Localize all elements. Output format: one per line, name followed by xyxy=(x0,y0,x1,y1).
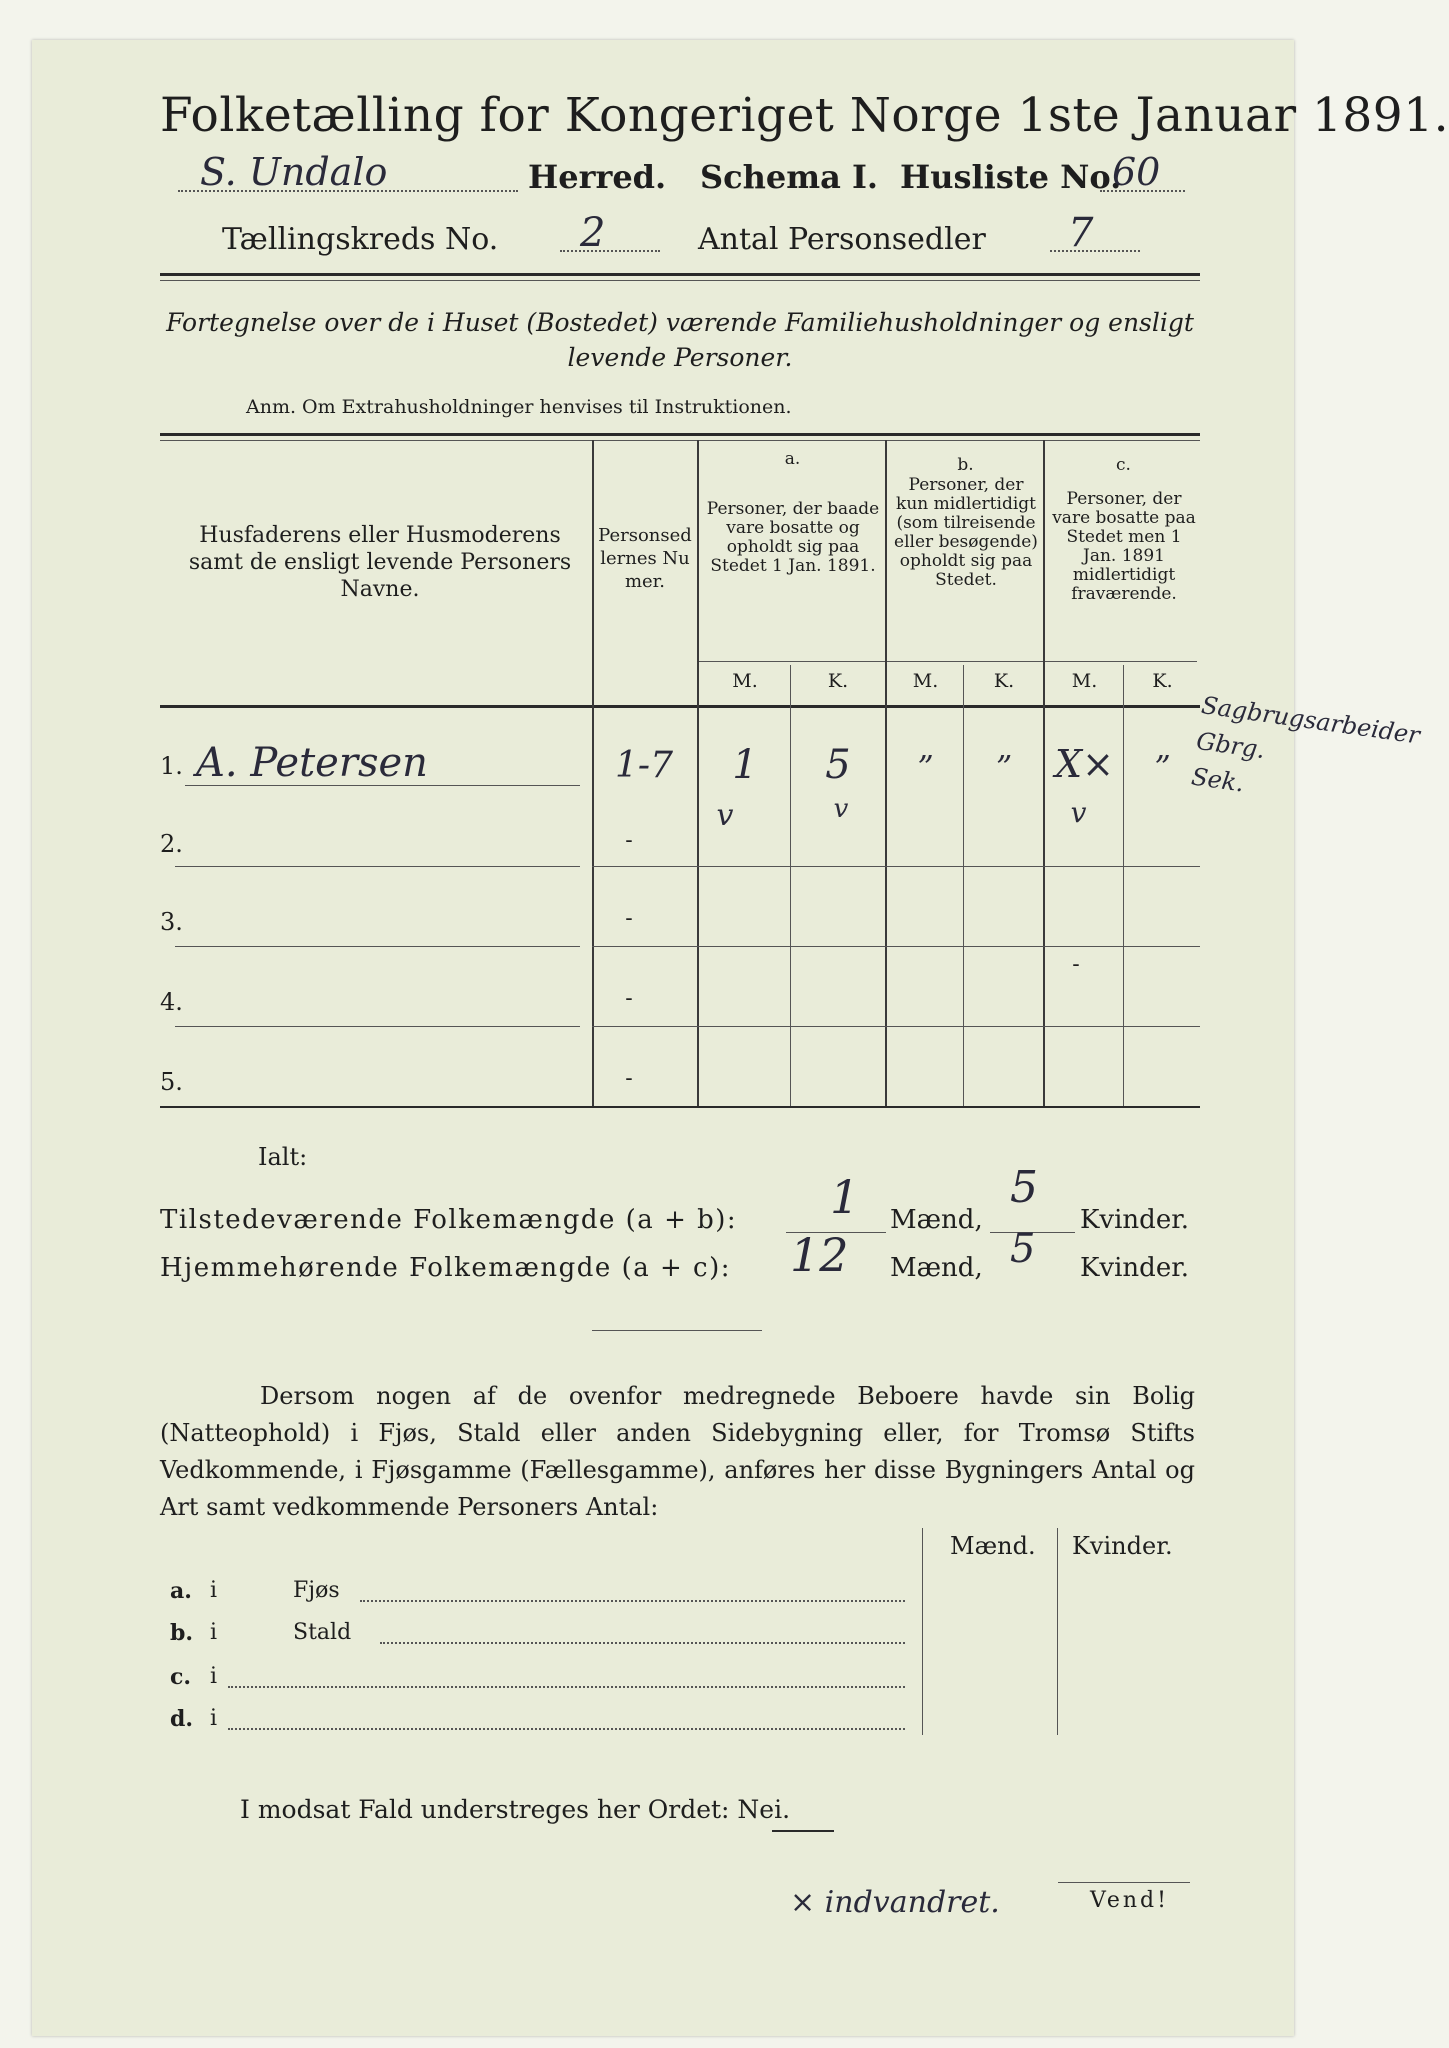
c-m-value: - xyxy=(1072,952,1080,977)
col-b-letter: b. xyxy=(957,455,974,475)
herred-value: S. Undalo xyxy=(200,150,388,194)
col-c-header: Personer, der vare bosatte paa Stedet men 1 Jan. 1891 midlertidigt fraværende. xyxy=(1052,489,1196,604)
building-dotline xyxy=(360,1600,905,1602)
herred-dotline xyxy=(178,190,518,192)
col-divider-4 xyxy=(1043,440,1045,1106)
form-title: Folketælling for Kongeriget Norge 1ste Januar 1891. xyxy=(160,88,1449,143)
mk-rule xyxy=(697,661,1197,662)
c-m-value: v xyxy=(1070,796,1087,829)
vend-label: Vend! xyxy=(1090,1888,1169,1913)
data-row-line-3 xyxy=(592,946,1200,947)
buildings-kvinder-header: Kvinder. xyxy=(1072,1532,1173,1560)
a-m-value: v xyxy=(716,798,734,833)
row-number: 3. xyxy=(160,908,183,936)
nei-line: I modsat Fald understreges her Ordet: Nei. xyxy=(240,1795,791,1824)
building-letter: b. xyxy=(170,1620,194,1646)
kreds-value: 2 xyxy=(580,210,606,256)
b-k-label: K. xyxy=(993,670,1015,692)
buildings-divider-1 xyxy=(922,1528,923,1735)
col-divider-3 xyxy=(885,440,887,1106)
antal-label: Antal Personsedler xyxy=(698,222,986,257)
header-rule xyxy=(160,273,1200,276)
data-row-line-4 xyxy=(592,1026,1200,1027)
c-k-value: ” xyxy=(1154,748,1171,786)
table-bottom-rule xyxy=(160,1106,1200,1108)
schema-label: Schema I. xyxy=(700,158,879,196)
tilstede-label: Tilstedeværende Folkemængde (a + b): xyxy=(160,1205,738,1235)
kreds-label: Tællingskreds No. xyxy=(222,222,499,257)
c-m-label: M. xyxy=(1071,670,1098,692)
hjemme-maend-label: Mænd, xyxy=(890,1253,983,1283)
row-line-4 xyxy=(175,1026,580,1027)
row-number: 1. xyxy=(160,752,183,780)
building-i: i xyxy=(210,1664,218,1689)
sidebygning-paragraph: Dersom nogen af de ovenfor medregnede Beboere havde sin Bolig (Natteophold) i Fjøs, Stald eller anden Sidebygning eller, for Tromsø Stifts Vedkommende, i Fjøsgamme (Fællesgamme), anføres her disse Bygningers Antal og Art samt vedkommende Personers Antal: xyxy=(160,1382,1195,1521)
tilstede-maend-value: 1 xyxy=(830,1170,860,1224)
data-row-line-2 xyxy=(592,866,1200,867)
a-m-label: M. xyxy=(732,670,758,692)
c-k-label: K. xyxy=(1152,670,1173,692)
nei-underline xyxy=(772,1830,834,1832)
note: Anm. Om Extrahusholdninger henvises til Instruktionen. xyxy=(246,396,792,418)
col-divider-bm xyxy=(963,665,964,1106)
row-number: 4. xyxy=(160,988,183,1016)
hjemme-maend-value: 12 xyxy=(790,1228,849,1282)
person-number: - xyxy=(625,906,633,931)
building-i: i xyxy=(210,1578,218,1603)
husliste-label: Husliste No. xyxy=(900,158,1122,196)
tilstede-kvinder-value: 5 xyxy=(1010,1162,1038,1213)
subtitle: Fortegnelse over de i Huset (Bostedet) værende Familiehusholdninger og ensligt levende Personer. xyxy=(166,308,1194,372)
col-a-letter: a. xyxy=(784,449,801,469)
b-k-value: ” xyxy=(995,748,1013,786)
a-k-label: K. xyxy=(827,670,849,692)
col-num-header: Personsedlernes Numer. xyxy=(598,525,692,592)
kreds-dotline xyxy=(560,250,660,252)
building-i: i xyxy=(210,1620,218,1645)
building-letter: a. xyxy=(170,1578,192,1604)
footnote: × indvandret. xyxy=(790,1885,1000,1920)
husliste-dotline xyxy=(1100,190,1185,192)
a-m-value: 1 xyxy=(732,742,758,788)
margin-note: Sagbrugsarbeider Gbrg. Sek. xyxy=(1189,691,1422,798)
header-rule-2 xyxy=(160,280,1200,281)
building-dotline xyxy=(228,1728,905,1730)
buildings-maend-header: Mænd. xyxy=(950,1532,1036,1560)
husliste-value: 60 xyxy=(1112,150,1161,194)
row-number: 2. xyxy=(160,830,183,858)
buildings-divider-2 xyxy=(1057,1528,1058,1735)
antal-value: 7 xyxy=(1068,210,1094,256)
tilstede-maend-label: Mænd, xyxy=(890,1205,983,1235)
b-m-label: M. xyxy=(912,670,939,692)
ialt-label: Ialt: xyxy=(258,1143,308,1171)
a-k-value: v xyxy=(833,794,849,824)
building-letter: c. xyxy=(170,1664,192,1690)
person-number: 1-7 xyxy=(615,745,673,786)
row-line-2 xyxy=(175,866,580,867)
row-line-3 xyxy=(175,946,580,947)
hjemme-kvinder-value: 5 xyxy=(1010,1226,1036,1272)
herred-label: Herred. xyxy=(528,158,667,196)
vend-rule xyxy=(1058,1882,1190,1883)
row-number: 5. xyxy=(160,1068,183,1096)
tilstede-kvinder-label: Kvinder. xyxy=(1080,1205,1190,1235)
person-number: - xyxy=(625,828,633,853)
building-dotline xyxy=(380,1642,905,1644)
col-b-header: Personer, der kun midlertidigt (som tilreisende eller besøgende) opholdt sig paa Stedet. xyxy=(894,475,1038,590)
separator xyxy=(592,1330,762,1331)
antal-dotline xyxy=(1050,250,1140,252)
col-a-header: Personer, der baade vare bosatte og opholdt sig paa Stedet 1 Jan. 1891. xyxy=(706,499,880,576)
table-top-rule xyxy=(160,433,1200,436)
hjemme-kvinder-label: Kvinder. xyxy=(1080,1253,1190,1283)
building-dotline xyxy=(228,1686,905,1688)
building-label: Fjøs xyxy=(293,1578,340,1603)
person-number: - xyxy=(625,1066,633,1091)
col-divider-am xyxy=(790,665,791,1106)
a-k-value: 5 xyxy=(825,742,851,788)
col-c-letter: c. xyxy=(1116,455,1131,475)
c-m-value: X× xyxy=(1055,742,1114,786)
household-name: A. Petersen xyxy=(196,740,428,786)
col-divider-2 xyxy=(697,440,699,1106)
b-m-value: ” xyxy=(917,748,934,786)
person-number: - xyxy=(625,986,633,1011)
col-divider-cm xyxy=(1123,665,1124,1106)
building-i: i xyxy=(210,1706,218,1731)
col-name-header: Husfaderens eller Husmoderens samt de ensligt levende Personers Navne. xyxy=(188,523,572,602)
building-label: Stald xyxy=(293,1620,352,1645)
building-letter: d. xyxy=(170,1706,194,1732)
hjemme-label: Hjemmehørende Folkemængde (a + c): xyxy=(160,1253,731,1283)
